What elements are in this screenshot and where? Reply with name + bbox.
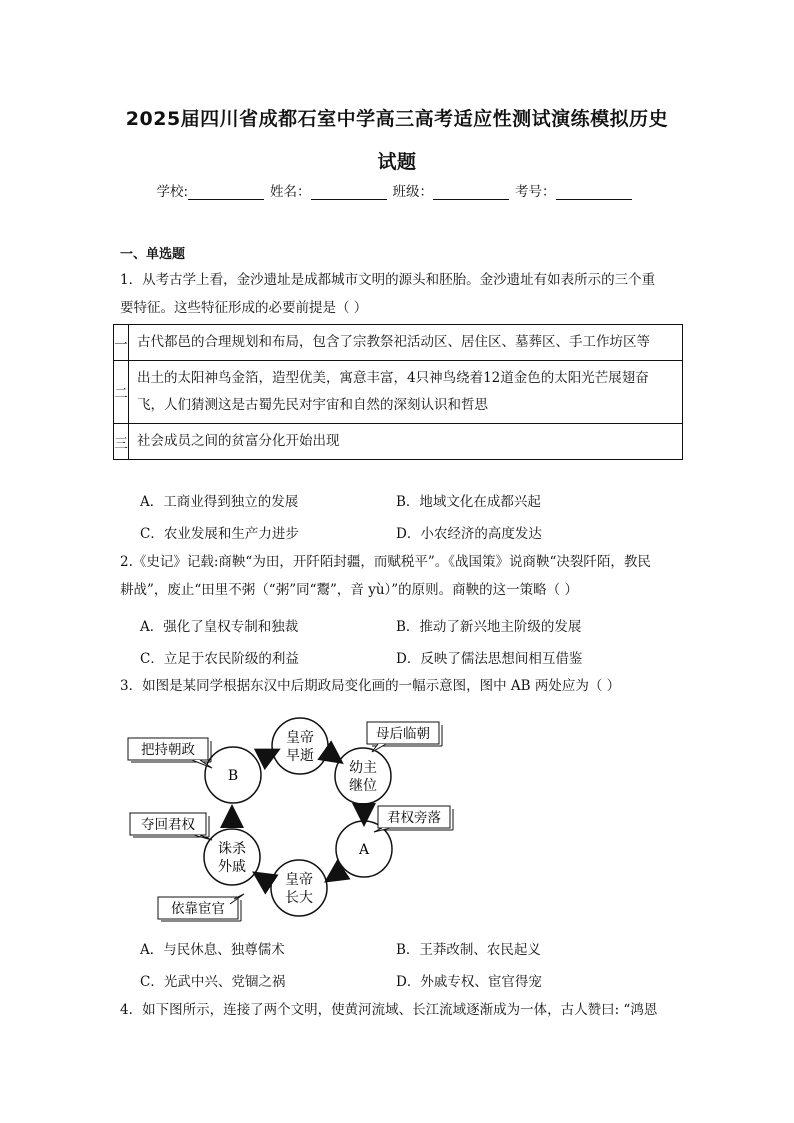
q1-option-a[interactable]: A．工商业得到独立的发展 — [140, 494, 299, 510]
exam-number-label: 考号： — [515, 184, 556, 200]
svg-text:诛杀: 诛杀 — [218, 841, 246, 857]
q2-option-d[interactable]: D．反映了儒法思想间相互借鉴 — [396, 651, 583, 667]
q2-stem-line1: 2.《史记》记载:商鞅“为田，开阡陌封疆，而赋税平”。《战国策》说商鞅“决裂阡陌，教民 — [120, 554, 651, 570]
svg-text:外戚: 外戚 — [218, 859, 246, 875]
class-label: 班级： — [392, 184, 434, 200]
q1-stem-line2: 要特征。这些特征形成的必要前提是（ ） — [120, 300, 368, 316]
q2-option-b[interactable]: B．推动了新兴地主阶级的发展 — [396, 619, 582, 635]
callout-control-court — [128, 738, 212, 768]
q2-option-c[interactable]: C．立足于农民阶级的利益 — [140, 651, 299, 667]
table-row-text: 古代都邑的合理规划和布局，包含了宗教祭祀活动区、居住区、墓葬区、手工作坊区等 — [129, 325, 683, 361]
q2-stem — [120, 548, 680, 604]
svg-text:夺回君权: 夺回君权 — [141, 817, 195, 833]
name-field[interactable] — [311, 185, 387, 200]
node-b — [205, 747, 261, 803]
svg-text:继位: 继位 — [349, 778, 377, 794]
q3-cycle-diagram — [120, 712, 460, 928]
node-emperor-early-death — [272, 718, 328, 774]
table-row-text-line1: 出土的太阳神鸟金箔，造型优美，寓意丰富，4只神鸟绕着12道金色的太阳光芒展翅奋 — [137, 370, 649, 386]
q3-option-d[interactable]: D．外戚专权、宦官得宠 — [396, 974, 542, 990]
class-field[interactable] — [433, 185, 509, 200]
svg-text:B: B — [227, 768, 239, 784]
q4-stem-line1: 4．如下图所示，连接了两个文明，使黄河流域、长江流域逐渐成为一体，古人赞曰: “鸿恩 — [120, 1002, 658, 1018]
q3-option-a[interactable]: A．与民休息、独尊儒术 — [140, 942, 285, 958]
q3-option-c[interactable]: C．光武中兴、党锢之祸 — [140, 974, 286, 990]
node-kill-consort-clan — [204, 829, 260, 885]
section-heading: 一、单选题 — [120, 247, 186, 262]
svg-text:早逝: 早逝 — [286, 748, 314, 764]
school-field[interactable] — [188, 185, 264, 200]
table-row-number: 一 — [114, 325, 129, 361]
callout-rely-eunuchs — [158, 894, 244, 921]
table-row — [114, 361, 683, 424]
q1-option-c[interactable]: C．农业发展和生产力进步 — [140, 526, 299, 542]
q1-stem — [120, 266, 680, 322]
svg-text:把持朝政: 把持朝政 — [141, 742, 195, 758]
q1-table — [113, 324, 683, 460]
callout-empress-regency — [367, 722, 442, 752]
svg-text:幼主: 幼主 — [349, 760, 377, 776]
page-title-line2: 试题 — [377, 151, 417, 173]
table-row-text — [129, 361, 683, 424]
exam-number-field[interactable] — [556, 185, 632, 200]
table-row — [114, 325, 683, 361]
svg-text:A: A — [358, 842, 370, 858]
school-label: 学校: — [156, 184, 189, 200]
node-young-ruler — [335, 748, 391, 804]
svg-text:皇帝: 皇帝 — [285, 872, 313, 888]
q1-option-b[interactable]: B．地域文化在成都兴起 — [396, 494, 541, 510]
q3-stem: 3．如图是某同学根据东汉中后期政局变化画的一幅示意图，图中 AB 两处应为（ ） — [120, 678, 621, 694]
q2-stem-line2: 耕战”，废止“田里不粥（“粥”同“鬻”，音 yù）”的原则。商鞅的这一策略（ ） — [120, 582, 578, 598]
svg-text:依靠宦官: 依靠宦官 — [171, 901, 225, 917]
callout-regain-power — [130, 813, 212, 840]
svg-text:母后临朝: 母后临朝 — [376, 726, 430, 742]
student-info-line — [0, 180, 794, 200]
table-row — [114, 424, 683, 460]
q3-option-b[interactable]: B．王莽改制、农民起义 — [396, 942, 541, 958]
page-title-line1: 2025届四川省成都石室中学高三高考适应性测试演练模拟历史 — [125, 108, 669, 130]
q1-stem-line1: 1．从考古学上看，金沙遗址是成都城市文明的源头和胚胎。金沙遗址有如表所示的三个重 — [120, 272, 656, 288]
table-row-text: 社会成员之间的贫富分化开始出现 — [129, 424, 683, 460]
name-label: 姓名： — [270, 184, 311, 200]
q1-option-d[interactable]: D．小农经济的高度发达 — [396, 526, 542, 542]
table-row-text-line2: 飞，人们猜测这是古蜀先民对宇宙和自然的深刻认识和哲思 — [137, 397, 488, 413]
svg-text:长大: 长大 — [285, 890, 313, 906]
svg-text:皇帝: 皇帝 — [286, 730, 314, 746]
table-row-number: 二 — [114, 361, 129, 424]
node-emperor-grown — [271, 860, 327, 916]
q2-option-a[interactable]: A．强化了皇权专制和独裁 — [140, 619, 299, 635]
table-row-number: 三 — [114, 424, 129, 460]
callout-power-loss — [374, 806, 453, 832]
svg-text:君权旁落: 君权旁落 — [387, 810, 441, 826]
